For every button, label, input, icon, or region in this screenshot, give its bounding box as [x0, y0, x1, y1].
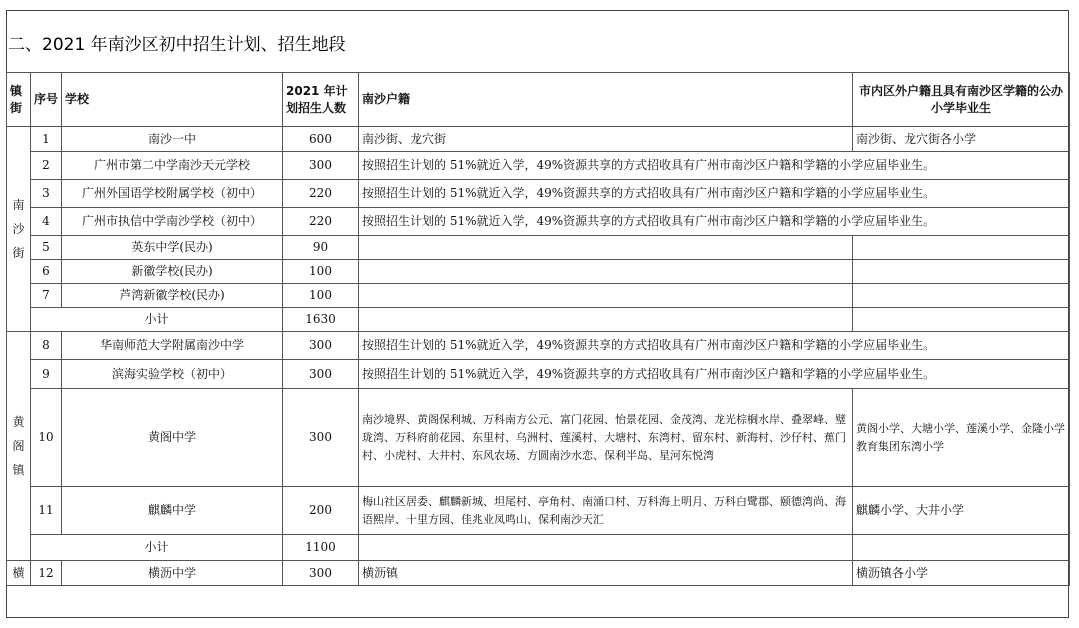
row-no: 5 — [31, 236, 62, 260]
row-policy: 按照招生计划的 51%就近入学，49%资源共享的方式招收具有广州市南沙区户籍和学籍的小学应届毕业生。 — [359, 152, 1070, 180]
row-school: 英东中学(民办) — [62, 236, 283, 260]
table-row — [7, 236, 1070, 260]
row-policy: 按照招生计划的 51%就近入学，49%资源共享的方式招收具有广州市南沙区户籍和学籍的小学应届毕业生。 — [359, 208, 1070, 236]
row-no: 4 — [31, 208, 62, 236]
row-no: 9 — [31, 360, 62, 389]
header-outside: 市内区外户籍且具有南沙区学籍的公办小学毕业生 — [853, 73, 1070, 127]
row-school: 麒麟中学 — [62, 487, 283, 535]
row-plan: 100 — [283, 260, 359, 284]
row-outside — [853, 236, 1070, 260]
table-row — [7, 360, 1070, 389]
header-school: 学校 — [62, 73, 283, 127]
town-char: 黄 — [12, 415, 25, 429]
subtotal-label: 小计 — [31, 535, 283, 561]
town-char: 南 — [12, 198, 25, 212]
row-school: 滨海实验学校（初中） — [62, 360, 283, 389]
row-no: 3 — [31, 180, 62, 208]
row-school: 新徽学校(民办) — [62, 260, 283, 284]
table-row — [7, 561, 1070, 586]
row-outside: 黄阁小学、大塘小学、莲溪小学、金隆小学教育集团东湾小学 — [853, 389, 1070, 487]
row-school: 芦湾新徽学校(民办) — [62, 284, 283, 308]
subtotal-value: 1100 — [283, 535, 359, 561]
table-row — [7, 487, 1070, 535]
row-outside — [853, 260, 1070, 284]
row-policy: 按照招生计划的 51%就近入学，49%资源共享的方式招收具有广州市南沙区户籍和学籍的小学应届毕业生。 — [359, 180, 1070, 208]
header-no: 序号 — [31, 73, 62, 127]
row-school: 广州市第二中学南沙天元学校 — [62, 152, 283, 180]
row-plan: 300 — [283, 360, 359, 389]
table-row — [7, 180, 1070, 208]
row-hukou: 横沥镇 — [359, 561, 853, 586]
header-nansha-hukou: 南沙户籍 — [359, 73, 853, 127]
town-cell-hengli: 横 — [7, 561, 31, 586]
row-no: 8 — [31, 332, 62, 360]
subtotal-value: 1630 — [283, 308, 359, 332]
row-hukou — [359, 260, 853, 284]
row-school: 横沥中学 — [62, 561, 283, 586]
table-row — [7, 389, 1070, 487]
table-row — [7, 284, 1070, 308]
subtotal-row — [7, 308, 1070, 332]
town-char: 镇 — [12, 463, 25, 477]
row-plan: 300 — [283, 332, 359, 360]
table-row — [7, 127, 1070, 152]
row-hukou: 南沙境界、黄阁保利城、万科南方公元、富门花园、怡景花园、金茂湾、龙光棕榈水岸、叠翠峰、璧珑湾、万科府前花园、东里村、乌洲村、莲溪村、大塘村、东湾村、留东村、新海村、沙仔村、蕉门村、小虎村、大井村、东风农场、方圆南沙水恋、保利半岛、星河东悦湾 — [359, 389, 853, 487]
row-hukou: 南沙街、龙穴街 — [359, 127, 853, 152]
header-plan: 2021 年计划招生人数 — [283, 73, 359, 127]
row-plan: 100 — [283, 284, 359, 308]
row-school: 黄阁中学 — [62, 389, 283, 487]
table-row — [7, 260, 1070, 284]
row-no: 2 — [31, 152, 62, 180]
page-title: 二、2021 年南沙区初中招生计划、招生地段 — [8, 35, 346, 55]
row-hukou — [359, 535, 853, 561]
row-no: 1 — [31, 127, 62, 152]
row-plan: 220 — [283, 180, 359, 208]
row-no: 12 — [31, 561, 62, 586]
town-char: 沙 — [12, 222, 25, 236]
subtotal-row — [7, 535, 1070, 561]
town-char: 街 — [12, 246, 25, 260]
row-policy: 按照招生计划的 51%就近入学，49%资源共享的方式招收具有广州市南沙区户籍和学籍的小学应届毕业生。 — [359, 360, 1070, 389]
row-outside — [853, 535, 1070, 561]
town-cell-huangge — [7, 332, 31, 561]
row-outside: 麒麟小学、大井小学 — [853, 487, 1070, 535]
row-outside: 南沙街、龙穴街各小学 — [853, 127, 1070, 152]
town-name — [10, 193, 27, 265]
row-plan: 200 — [283, 487, 359, 535]
row-policy: 按照招生计划的 51%就近入学，49%资源共享的方式招收具有广州市南沙区户籍和学籍的小学应届毕业生。 — [359, 332, 1070, 360]
town-cell-nansha — [7, 127, 31, 332]
row-no: 7 — [31, 284, 62, 308]
row-outside — [853, 284, 1070, 308]
row-school: 南沙一中 — [62, 127, 283, 152]
row-school: 广州市执信中学南沙学校（初中） — [62, 208, 283, 236]
table-row — [7, 332, 1070, 360]
row-no: 11 — [31, 487, 62, 535]
row-outside: 横沥镇各小学 — [853, 561, 1070, 586]
row-school: 华南师范大学附属南沙中学 — [62, 332, 283, 360]
row-plan: 220 — [283, 208, 359, 236]
row-hukou — [359, 236, 853, 260]
row-no: 10 — [31, 389, 62, 487]
row-school: 广州外国语学校附属学校（初中） — [62, 180, 283, 208]
row-hukou: 梅山社区居委、麒麟新城、坦尾村、亭角村、南涌口村、万科海上明月、万科白鹭郡、颐德湾尚、海语熙岸、十里方园、佳兆业凤鸣山、保利南沙天汇 — [359, 487, 853, 535]
header-town: 镇街 — [7, 73, 31, 127]
row-plan: 300 — [283, 389, 359, 487]
row-plan: 600 — [283, 127, 359, 152]
subtotal-label: 小计 — [31, 308, 283, 332]
row-plan: 300 — [283, 561, 359, 586]
table-row — [7, 208, 1070, 236]
row-plan: 300 — [283, 152, 359, 180]
admission-table — [6, 72, 1070, 586]
row-plan: 90 — [283, 236, 359, 260]
row-outside — [853, 308, 1070, 332]
row-hukou — [359, 284, 853, 308]
admission-table-wrapper — [6, 72, 1070, 586]
table-row — [7, 152, 1070, 180]
row-no: 6 — [31, 260, 62, 284]
town-char: 阁 — [12, 439, 25, 453]
row-hukou — [359, 308, 853, 332]
town-name — [10, 410, 27, 482]
header-row — [7, 73, 1070, 127]
